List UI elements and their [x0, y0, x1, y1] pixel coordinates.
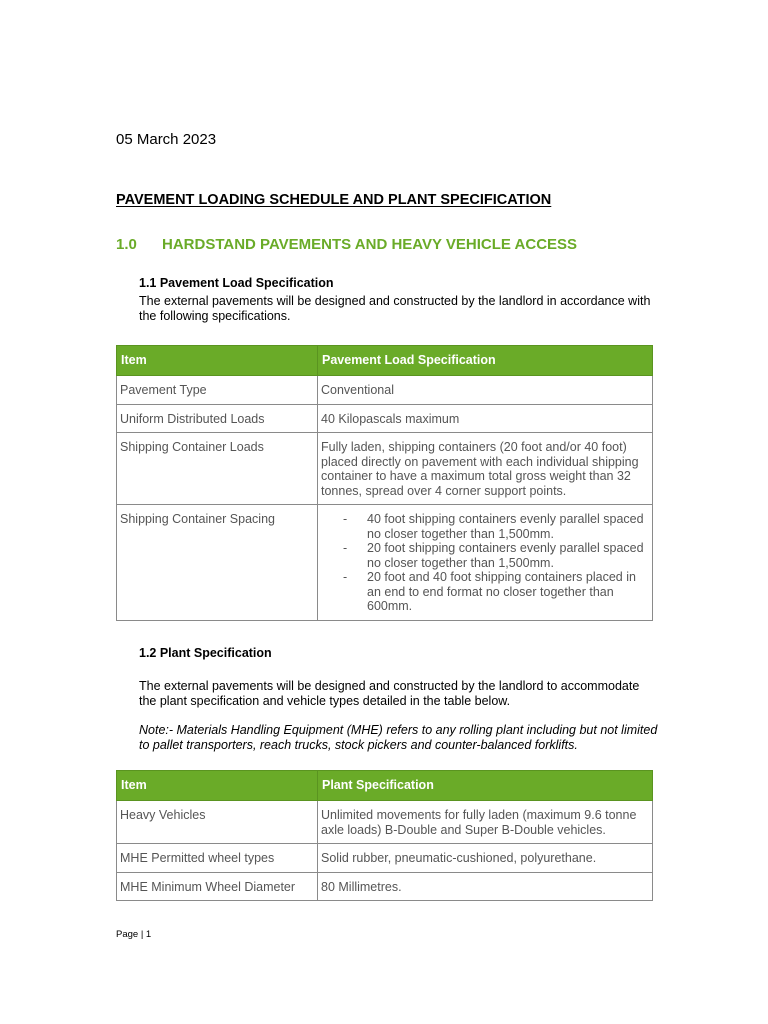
- row-item: Shipping Container Loads: [117, 433, 318, 505]
- plant-spec-table: [116, 770, 653, 901]
- table-row: [117, 872, 653, 901]
- row-item: Pavement Type: [117, 376, 318, 405]
- row-spec: Conventional: [318, 376, 653, 405]
- page-number: Page | 1: [116, 929, 152, 940]
- document-date: 05 March 2023: [116, 131, 217, 148]
- pavement-load-intro: The external pavements will be designed and constructed by the landlord in accordance with the following specifications.: [139, 294, 651, 323]
- document-title: PAVEMENT LOADING SCHEDULE AND PLANT SPECIFICATION: [116, 192, 552, 208]
- table-row: [117, 844, 653, 873]
- table-header-row: [117, 346, 653, 376]
- list-item: - 20 foot and 40 foot shipping containers placed in an end to end format no closer together than 600mm.: [367, 570, 648, 614]
- table-row: [117, 433, 653, 505]
- column-header-item: Item: [117, 346, 318, 376]
- row-spec: 40 Kilopascals maximum: [318, 404, 653, 433]
- table-row: [117, 376, 653, 405]
- plant-spec-note: Note:- Materials Handling Equipment (MHE) refers to any rolling plant including but not limited to pallet transporters, reach trucks, stock pickers and counter-balanced forklifts.: [139, 723, 658, 752]
- row-spec: Fully laden, shipping containers (20 foot and/or 40 foot) placed directly on pavement with each individual shipping container to have a maximum total gross weight than 32 tonnes, spread over 4 corner support points.: [318, 433, 653, 505]
- row-spec: Unlimited movements for fully laden (maximum 9.6 tonne axle loads) B-Double and Super B-Double vehicles.: [318, 801, 653, 844]
- row-spec: 80 Millimetres.: [318, 872, 653, 901]
- column-header-spec: Plant Specification: [318, 771, 653, 801]
- pavement-load-table: [116, 345, 653, 621]
- section-title: HARDSTAND PAVEMENTS AND HEAVY VEHICLE ACCESS: [162, 236, 578, 253]
- row-spec: [318, 505, 653, 621]
- table-row: [117, 404, 653, 433]
- row-item: Heavy Vehicles: [117, 801, 318, 844]
- row-item: MHE Minimum Wheel Diameter: [117, 872, 318, 901]
- list-item: - 40 foot shipping containers evenly parallel spaced no closer together than 1,500mm.: [367, 512, 648, 541]
- list-item: - 20 foot shipping containers evenly parallel spaced no closer together than 1,500mm.: [367, 541, 648, 570]
- plant-spec-heading: 1.2 Plant Specification: [139, 646, 272, 660]
- section-heading: [116, 236, 577, 253]
- column-header-item: Item: [117, 771, 318, 801]
- pavement-load-heading: 1.1 Pavement Load Specification: [139, 276, 334, 290]
- column-header-spec: Pavement Load Specification: [318, 346, 653, 376]
- table-row: [117, 801, 653, 844]
- row-spec: Solid rubber, pneumatic-cushioned, polyurethane.: [318, 844, 653, 873]
- row-item: Shipping Container Spacing: [117, 505, 318, 621]
- row-item: Uniform Distributed Loads: [117, 404, 318, 433]
- table-row: [117, 505, 653, 621]
- section-number: 1.0: [116, 236, 137, 253]
- table-header-row: [117, 771, 653, 801]
- spacing-list: [321, 512, 648, 614]
- plant-spec-intro: The external pavements will be designed and constructed by the landlord to accommodate the plant specification and vehicle types detailed in the table below.: [139, 679, 640, 708]
- row-item: MHE Permitted wheel types: [117, 844, 318, 873]
